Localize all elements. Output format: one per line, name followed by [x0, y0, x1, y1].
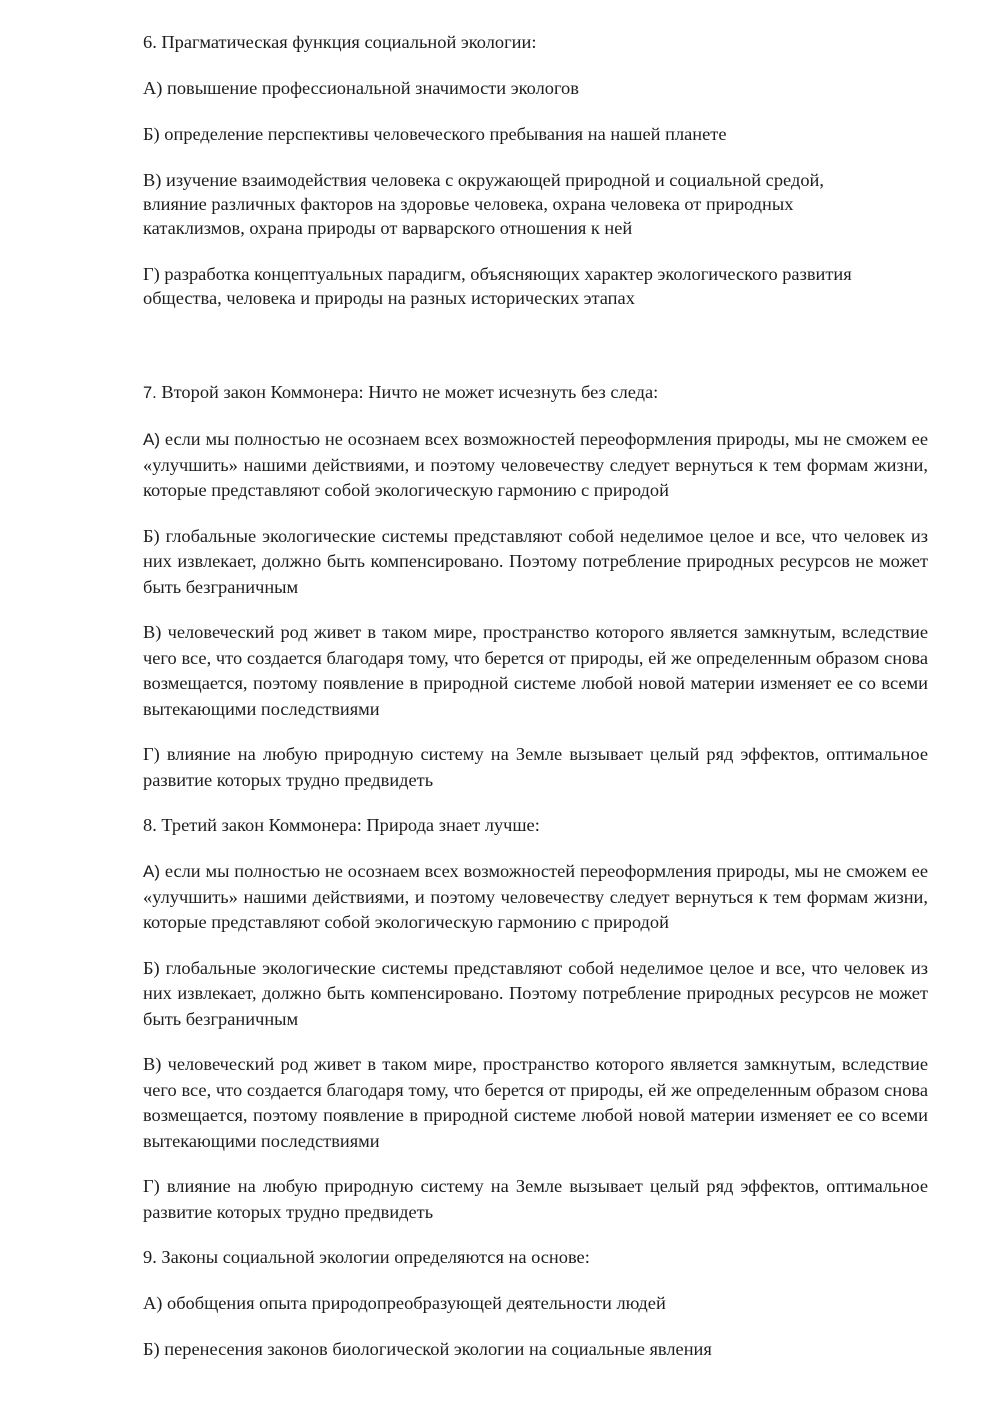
question-7-option-c: В) человеческий род живет в таком мире, пространство которого является замкнутым, вследствие чего все, что создается благодаря тому, что берется от природы, ей же определенным образом снова возмещается, поэтому появление в природной системе любой новой материи изменяет ее со всеми вытекающими последствиями [143, 622, 928, 719]
question-8-option-b: Б) глобальные экологические системы представляют собой неделимое целое и все, что человек из них извлекает, должно быть компенсировано. Поэтому потребление природных ресурсов не может быть безграничным [143, 957, 928, 1029]
question-7-text: Второй закон Коммонера: Ничто не может исчезнуть без следа: [156, 382, 659, 402]
question-7-option-d: Г) влияние на любую природную систему на Земле вызывает целый ряд эффектов, оптимальное развитие которых трудно предвидеть [143, 744, 928, 790]
document-page [143, 30, 928, 1361]
question-9: 9. Законы социальной экологии определяются на основе: [143, 1247, 590, 1267]
question-6-option-a: А) повышение профессиональной значимости экологов [143, 78, 579, 98]
question-7 [143, 380, 928, 405]
question-6-option-c-line: катаклизмов, охрана природы от варварского отношения к ней [143, 218, 633, 238]
question-8: 8. Третий закон Коммонера: Природа знает лучше: [143, 815, 540, 835]
question-6-option-c-line: В) изучение взаимодействия человека с окружающей природной и социальной средой, [143, 170, 824, 190]
question-7-option-b: Б) глобальные экологические системы представляют собой неделимое целое и все, что человек из них извлекает, должно быть компенсировано. Поэтому потребление природных ресурсов не может быть безграничным [143, 525, 928, 597]
question-6-option-b: Б) определение перспективы человеческого пребывания на нашей планете [143, 124, 727, 144]
question-8-option-a [143, 859, 928, 936]
question-9-option-b: Б) перенесения законов биологической экологии на социальные явления [143, 1339, 712, 1359]
question-8-option-a-text: если мы полностью не осознаем всех возможностей переоформления природы, мы не сможем ее «улучшить» нашими действиями, и поэтому человечеству следует вернуться к тем формам жизни, которые представляют собой экологическую гармонию с природой [143, 861, 928, 932]
question-6: 6. Прагматическая функция социальной экологии: [143, 32, 537, 52]
question-6-option-d-line: Г) разработка концептуальных парадигм, объясняющих характер экологического развития [143, 264, 852, 284]
question-7-option-a-letter: А) [143, 430, 160, 449]
question-7-number: 7. [143, 384, 157, 402]
question-7-option-a [143, 427, 928, 504]
question-6-option-c-line: влияние различных факторов на здоровье человека, охрана человека от природных [143, 194, 794, 214]
question-6-option-c [143, 168, 928, 240]
question-6-option-d [143, 262, 928, 310]
question-7-option-a-text: если мы полностью не осознаем всех возможностей переоформления природы, мы не сможем ее «улучшить» нашими действиями, и поэтому человечеству следует вернуться к тем формам жизни, которые представляют собой экологическую гармонию с природой [143, 429, 928, 500]
question-8-option-c: В) человеческий род живет в таком мире, пространство которого является замкнутым, вследствие чего все, что создается благодаря тому, что берется от природы, ей же определенным образом снова возмещается, поэтому появление в природной системе любой новой материи изменяет ее со всеми вытекающими последствиями [143, 1054, 928, 1151]
question-9-option-a: А) обобщения опыта природопреобразующей деятельности людей [143, 1293, 666, 1313]
question-8-option-a-letter: А) [143, 862, 160, 881]
question-6-option-d-line: общества, человека и природы на разных исторических этапах [143, 288, 635, 308]
question-8-option-d: Г) влияние на любую природную систему на Земле вызывает целый ряд эффектов, оптимальное развитие которых трудно предвидеть [143, 1176, 928, 1222]
